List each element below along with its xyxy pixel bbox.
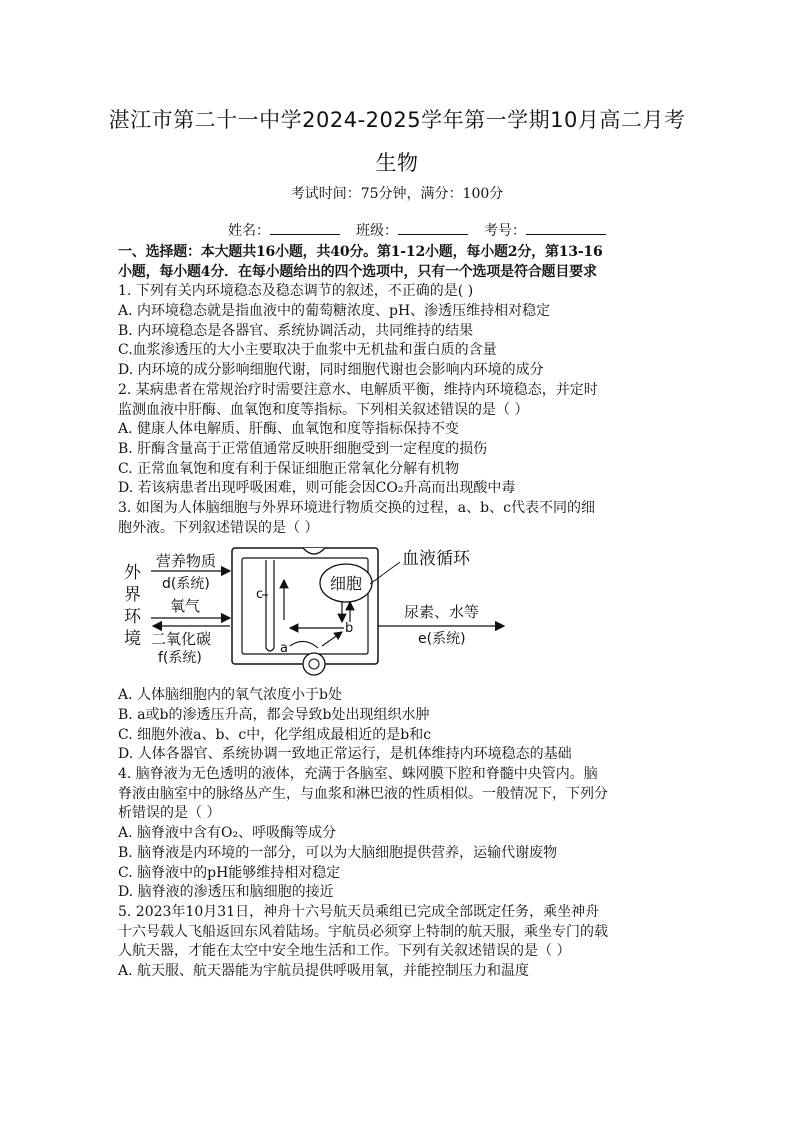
q4-option-a: A. 脑脊液中含有O₂、呼吸酶等成分 (118, 825, 337, 842)
exchange-diagram (118, 540, 680, 686)
urea-label: 尿素、水等 (404, 603, 480, 622)
q5-stem-line1: 5. 2023年10月31日，神舟十六号航天员乘组已完成全部既定任务，乘坐神舟 (118, 903, 600, 920)
name-blank[interactable] (270, 220, 340, 235)
q4-stem-line1: 4. 脑脊液为无色透明的液体，充满于各脑室、蛛网膜下腔和脊髓中央管内。脑 (118, 766, 598, 783)
q5-stem-line2: 十六号载人飞船返回东风着陆场。宇航员必须穿上特制的航天服，乘坐专门的载 (118, 923, 608, 940)
blood-pointer (370, 562, 400, 584)
q2-option-d: D. 若该病患者出现呼吸困难，则可能会因CO₂升高而出现酸中毒 (118, 480, 516, 497)
q3-option-d: D. 人体各器官、系统协调一致地正常运行，是机体维持内环境稳态的基础 (118, 746, 572, 763)
exchange-diagram-svg (118, 540, 680, 686)
q3-stem-line2: 胞外液。下列叙述错误的是（ ） (118, 519, 319, 536)
q3-option-a: A. 人体脑细胞内的氧气浓度小于b处 (118, 687, 342, 704)
q3-option-c: C. 细胞外液a、b、c中，化学组成最相近的是b和c (118, 726, 432, 743)
q1-option-b: B. 内环境稳态是各器官、系统协调活动，共同维持的结果 (118, 322, 474, 339)
outside-char-4: 境 (124, 629, 141, 650)
class-blank[interactable] (398, 220, 468, 235)
q2-stem-line2: 监测血液中肝酶、血氧饱和度等指标。下列相关叙述错误的是（ ） (118, 401, 529, 418)
label-b: b (345, 621, 354, 637)
outside-char-3: 环 (124, 607, 141, 628)
q2-option-b: B. 肝酶含量高于正常值通常反映肝细胞受到一定程度的损伤 (118, 440, 488, 457)
name-label: 姓名： (228, 223, 270, 239)
vessel-bottom-node-inner (309, 659, 319, 669)
q5-stem-line3: 人航天器，才能在太空中安全地生活和工作。下列有关叙述错误的是（ ） (118, 943, 571, 960)
q1-option-a: A. 内环境稳态就是指血液中的葡萄糖浓度、pH、渗透压维持相对稳定 (118, 303, 551, 320)
q4-option-b: B. 脑脊液是内环境的一部分，可以为大脑细胞提供营养，运输代谢废物 (118, 844, 558, 861)
oxygen-label: 氧气 (170, 597, 201, 616)
id-label: 考号： (484, 223, 526, 239)
student-info-fields (228, 220, 622, 240)
section-heading-line1: 一、选择题：本大题共16小题，共40分。第1-12小题，每小题2分，第13-16 (118, 244, 603, 260)
id-blank[interactable] (526, 220, 606, 235)
outside-char-2: 界 (124, 585, 141, 606)
a-exchange-curve (290, 642, 318, 649)
co2-label: 二氧化碳 (151, 630, 212, 649)
f-system-label: f(系统) (158, 650, 202, 667)
outside-char-1: 外 (124, 563, 141, 584)
class-label: 班级： (356, 223, 398, 239)
a-to-b-arrow (322, 632, 342, 646)
q4-option-d: D. 脑脊液的渗透压和脑细胞的接近 (118, 884, 334, 901)
e-system-label: e(系统) (418, 631, 466, 648)
q4-stem-line2: 脊液由脑室中的脉络丛产生，与血浆和淋巴液的性质相似。一般情况下，下列分 (118, 785, 608, 802)
blood-circulation-label: 血液循环 (402, 549, 470, 570)
q1-stem: 1. 下列有关内环境稳态及稳态调节的叙述，不正确的是( ) (118, 283, 474, 300)
nutrients-label: 营养物质 (156, 552, 217, 571)
q2-option-a: A. 健康人体电解质、肝酶、血氧饱和度等指标保持不变 (118, 421, 460, 438)
q3-option-b: B. a或b的渗透压升高，都会导致b处出现组织水肿 (118, 707, 430, 723)
d-system-label: d(系统) (162, 576, 210, 593)
exam-info: 考试时间：75分钟，满分：100分 (290, 186, 504, 202)
q1-option-c: C.血浆渗透压的大小主要取决于血浆中无机盐和蛋白质的含量 (118, 342, 497, 359)
vessel-top-notch (303, 548, 325, 554)
q1-option-d: D. 内环境的成分影响细胞代谢，同时细胞代谢也会影响内环境的成分 (118, 362, 544, 379)
label-c: c (256, 587, 264, 603)
cell-label: 细胞 (330, 574, 363, 594)
exam-title: 湛江市第二十一中学2024-2025学年第一学期10月高二月考 (108, 108, 686, 132)
lymph-tube (266, 560, 274, 651)
q4-stem-line3: 析错误的是（ ） (118, 805, 221, 822)
exam-body (118, 243, 680, 982)
label-a: a (280, 641, 288, 657)
q2-option-c: C. 正常血氧饱和度有利于保证细胞正常氧化分解有机物 (118, 460, 460, 477)
section-heading-line2: 小题，每小题4分．在每小题给出的四个选项中，只有一个选项是符合题目要求 (118, 263, 597, 280)
q3-stem-line1: 3. 如图为人体脑细胞与外界环境进行物质交换的过程，a、b、c代表不同的细 (118, 499, 595, 516)
q5-option-a: A. 航天服、航天器能为宇航员提供呼吸用氧，并能控制压力和温度 (118, 962, 530, 979)
q2-stem-line1: 2. 某病患者在常规治疗时需要注意水、电解质平衡，维持内环境稳态，并定时 (118, 381, 598, 398)
q4-option-c: C. 脑脊液中的pH能够维持相对稳定 (118, 864, 341, 881)
subject-title: 生物 (375, 151, 419, 175)
